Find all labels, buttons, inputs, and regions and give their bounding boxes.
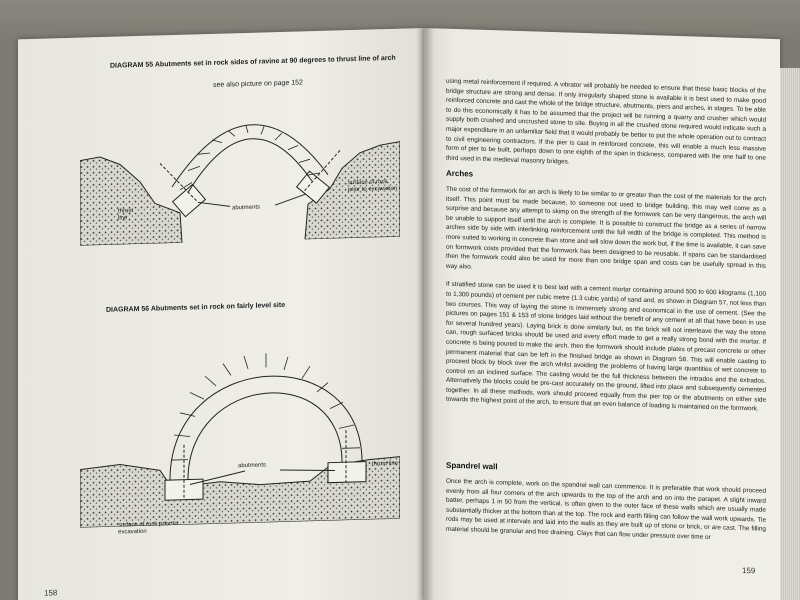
d55-thrust-line-label: thrust line [118,208,134,222]
diagram55-number: DIAGRAM 55 [110,61,154,70]
spandrel-section [446,477,766,554]
d55-abutments-label: abutments [232,204,261,212]
diagram56-number: DIAGRAM 56 [106,305,150,314]
right-page [424,28,780,600]
spandrel-heading: Spandrel wall [446,460,498,472]
open-book [18,28,800,600]
intro-text: using metal reinforcement if required. A vibrator will probably be needed to ensure that these basic blocks of the bridge structure are strong and dense. If only irregularly shaped stone is available it is best used to make good reinforced concrete and cast the whole of the bridge structure, abutments, piers and arches, in stages. To be able to do this economically it has to be assumed that the project will be running a quarry and crusher which would supply both crushed and uncrushed stone to site. Buying in all the crushed stone required would indicate such a major expenditure in an unfamiliar field that it would probably be better to put the whole operation out to contract to civil engineering contractors. If the pier is cast in reinforced concrete, this will enable a much less massive form of pier to be built, perhaps down to one eighth of the span in thickness, compared with the one half to one third used in the medieval masonry bridges. [446,77,766,166]
d56-surface-label: surface of rock prior to excavation [118,520,178,536]
book-gutter [416,28,434,600]
see-also-note: see also picture on page 152 [213,79,303,89]
d56-thrust-line-label: thrust line [372,460,399,468]
diagram55-title: Abutments set in rock sides of ravine at 90 degrees to thrust line of arch [154,54,396,69]
page-edges [780,68,800,600]
d55-surface-label: surface of rock prior to excavation [348,179,398,194]
intro-paragraph [446,77,766,182]
right-abutment-56 [328,462,366,483]
left-page [18,28,424,600]
right-page-number: 159 [742,565,756,576]
diagram56-title: Abutments set in rock on fairly level site [150,301,286,313]
diagram55-illustration [80,97,400,246]
abutment-leader-right [275,194,305,205]
arches-paragraph-2: If stratified stone can be used it is best laid with a cement mortar containing around 500 to 600 kilograms (1,100 to 1,300 pounds) of cement per cubic metre (1.3 cubic yards) of sand and, as shown in Diagram 57, not less than two courses. This way of laying the stone is immensely strong and economical in the use of cement. (See the pictures on pages 151 & 153 of stone bridges laid without the benefit of any cement at all that have been in use for several hundred years). Laying brick is done similarly but, as the brick will not interleave the way the stone can, rough surfaced bricks should be used and every effort made to get a really strong bond with the mortar. If concrete is being poured to make the arch, then the formwork should include plates of precast concrete or other permanent material that can be left in the finished bridge as shown in Diagram 58. This will enable casting to proceed block by block over the arch whilst avoiding the problems of having large quantities of wet concrete to control on an inclined surface. The casting would be the full thickness between the intrados and the extrados. Alternatively the blocks could be pre-cast accurately on the ground, lifted into place and subsequently cemented together. In all these methods, work should proceed equally from the pier top or the abutments on either side towards the highest point of the arch, to ensure that an even balance of loading is maintained on the formwork. [446,281,766,413]
diagram55-caption [110,55,396,70]
spandrel-paragraph: Once the arch is complete, work on the spandrel wall can commence. It is preferable that work should proceed evenly from all four corners of the arch upwards to the top of the arch and on into the parapet. A slight inward batter, perhaps 1 in 50 from the vertical, is often given to the outer face of these walls which are usually made substantially thicker at the bottom than at the top. The rock and earth filling can follow the wall work upwards. Tie rods may be used at intervals and laid into the walls as they are built up of stone or brick, or are cast. The filling material should be granular and free draining. Clays that can flow under pressure over time or [446,477,766,541]
left-page-number: 158 [44,588,58,598]
diagram56-caption [106,302,285,314]
diagram56-illustration [80,329,400,528]
arches-paragraph-1: The cost of the formwork for an arch is likely to be similar to or greater than the cost of the materials for the arch itself. This point must be made because, to someone not used to bridge building, this may well come as a surprise and because any attempt to skimp on the strength of the formwork can be very dangerous, the arch will be unable to support itself until the arch is complete. It is possible to construct the bridge as a series of narrow arches side by side with interlinking reinforcement until the full width of the bridge is completed. This method is more suited to working in concrete than stone and will slow down the work but, if the time is available, it can save on formwork costs provided that the formwork has been designed to be reusable. If spans can be standardised then the formwork could also be used for more than one bridge span and costs can be usefully spread in this way also. [446,185,766,271]
arch-voussoirs [180,124,320,190]
d56-abutments-label: abutments [238,462,267,470]
arches-section [446,185,766,424]
arches-heading: Arches [446,168,474,179]
left-rock-bank [80,155,182,246]
